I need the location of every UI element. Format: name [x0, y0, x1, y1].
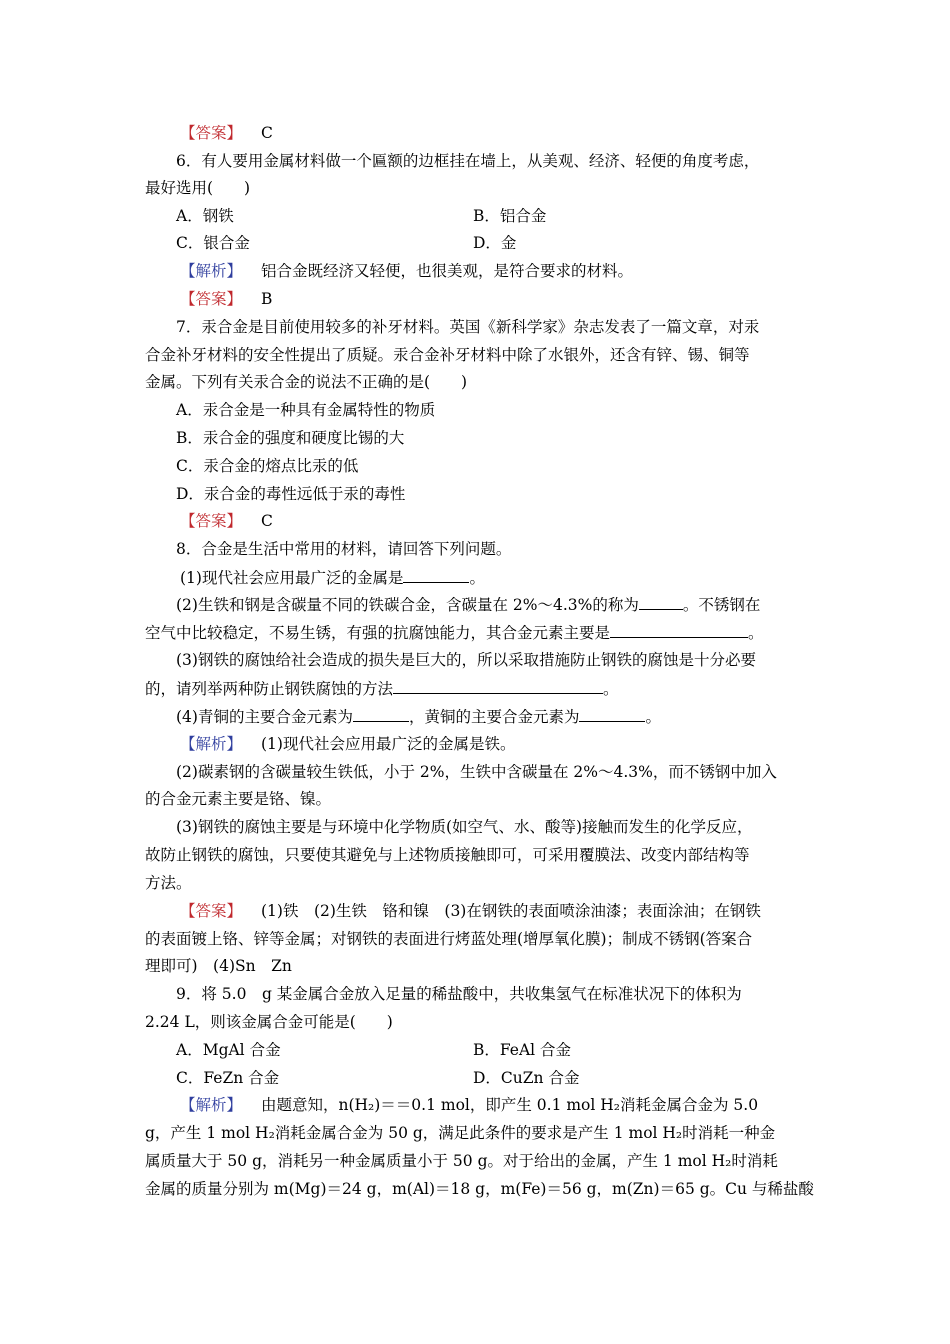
q8-part2-line1: (2)生铁和钢是含碳量不同的铁碳合金，含碳量在 2%～4.3%的称为 。不锈钢在 — [176, 596, 761, 614]
q8-part4: (4)青铜的主要合金元素为 ，黄铜的主要合金元素为 。 — [176, 708, 661, 726]
q8-answer-c: 理即可) (4)Sn Zn — [145, 957, 292, 975]
fill-blank — [353, 706, 409, 722]
answer-tag: 【答案】 — [180, 124, 243, 142]
answer-tag: 【答案】 — [180, 902, 243, 920]
q8-explanation-line1 — [180, 734, 515, 754]
q9-explanation-4: 金属的质量分别为 m(Mg)＝24 g，m(Al)＝18 g，m(Fe)＝56 g，m(Zn)＝65 g。Cu 与稀盐酸 — [145, 1180, 814, 1198]
q8-stem: 8．合金是生活中常用的材料，请回答下列问题。 — [176, 540, 512, 558]
q9-explanation-line1 — [180, 1095, 758, 1115]
q7-stem-line2: 合金补牙材料的安全性提出了质疑。汞合金补牙材料中除了水银外，还含有锌、锡、铜等 — [145, 346, 750, 364]
q6-answer-line — [180, 289, 272, 309]
q6-stem-line2: 最好选用( ) — [145, 179, 251, 197]
q8-explanation-3a: (3)钢铁的腐蚀主要是与环境中化学物质(如空气、水、酸等)接触而发生的化学反应， — [176, 818, 753, 836]
q6-option-b: B．铝合金 — [473, 207, 547, 225]
q5-answer: C — [260, 124, 273, 142]
q9-stem-line1: 9．将 5.0 g 某金属合金放入足量的稀盐酸中，共收集氢气在标准状况下的体积为 — [176, 985, 742, 1003]
q6-option-d: D．金 — [473, 234, 517, 252]
fill-blank — [403, 567, 469, 583]
q6-explanation: 铝合金既经济又轻便，也很美观，是符合要求的材料。 — [260, 262, 633, 280]
fill-blank — [579, 706, 645, 722]
q7-option-a: A．汞合金是一种具有金属特性的物质 — [176, 401, 436, 419]
q7-option-c: C．汞合金的熔点比汞的低 — [176, 457, 359, 475]
q8-part3-line1: (3)钢铁的腐蚀给社会造成的损失是巨大的，所以采取措施防止钢铁的腐蚀是十分必要 — [176, 651, 756, 669]
q6-explanation-line — [180, 261, 633, 281]
q6-option-c: C．银合金 — [176, 234, 250, 252]
q6-answer: B — [260, 290, 273, 308]
q9-explanation-3: 属质量大于 50 g，消耗另一种金属质量小于 50 g。对于给出的金属，产生 1 mol H₂时消耗 — [145, 1152, 778, 1170]
q6-stem-line1: 6．有人要用金属材料做一个匾额的边框挂在墙上，从美观、经济、轻便的角度考虑， — [176, 152, 760, 170]
q7-option-b: B．汞合金的强度和硬度比锡的大 — [176, 429, 405, 447]
answer-tag: 【答案】 — [180, 512, 243, 530]
q9-explanation-1: 由题意知，n(H₂)＝＝0.1 mol，即产生 0.1 mol H₂消耗金属合金为 5.0 — [260, 1096, 759, 1114]
q8-explanation-2b: 的合金元素主要是铬、镍。 — [145, 790, 332, 808]
q7-stem-line3: 金属。下列有关汞合金的说法不正确的是( ) — [145, 373, 468, 391]
q8-explanation-1: (1)现代社会应用最广泛的金属是铁。 — [260, 735, 516, 753]
fill-blank — [393, 678, 603, 694]
answer-tag: 【答案】 — [180, 290, 243, 308]
explanation-tag: 【解析】 — [180, 262, 243, 280]
fill-blank — [639, 594, 683, 610]
q8-answer-a: (1)铁 (2)生铁 铬和镍 (3)在钢铁的表面喷涂油漆；表面涂油；在钢铁 — [260, 902, 761, 920]
q6-option-a: A．钢铁 — [176, 207, 234, 225]
q8-part2-line2: 空气中比较稳定，不易生锈，有强的抗腐蚀能力，其合金元素主要是 。 — [145, 624, 764, 642]
q5-answer-line — [180, 123, 273, 143]
q8-answer-line1 — [180, 901, 761, 921]
q7-answer-line — [180, 511, 273, 531]
q8-answer-b: 的表面镀上铬、锌等金属；对钢铁的表面进行烤蓝处理(增厚氧化膜)；制成不锈钢(答案合 — [145, 930, 753, 948]
q9-explanation-2: g，产生 1 mol H₂消耗金属合金为 50 g，满足此条件的要求是产生 1 mol H₂时消耗一种金 — [145, 1124, 776, 1142]
explanation-tag: 【解析】 — [180, 735, 243, 753]
q9-option-a: A．MgAl 合金 — [176, 1041, 281, 1059]
q9-option-d: D．CuZn 合金 — [473, 1069, 580, 1087]
q9-option-c: C．FeZn 合金 — [176, 1069, 280, 1087]
q9-option-b: B．FeAl 合金 — [473, 1041, 572, 1059]
q7-answer: C — [260, 512, 273, 530]
q7-option-d: D．汞合金的毒性远低于汞的毒性 — [176, 485, 406, 503]
q8-part3-line2: 的，请列举两种防止钢铁腐蚀的方法 。 — [145, 680, 619, 698]
q8-explanation-3c: 方法。 — [145, 874, 192, 892]
q7-stem-line1: 7．汞合金是目前使用较多的补牙材料。英国《新科学家》杂志发表了一篇文章，对汞 — [176, 318, 760, 336]
explanation-tag: 【解析】 — [180, 1096, 243, 1114]
q8-explanation-2a: (2)碳素钢的含碳量较生铁低，小于 2%，生铁中含碳量在 2%～4.3%，而不锈钢中加入 — [176, 763, 777, 781]
fill-blank — [610, 622, 748, 638]
q8-part1: (1)现代社会应用最广泛的金属是 。 — [180, 569, 485, 587]
q9-stem-line2: 2.24 L，则该金属合金可能是( ) — [145, 1013, 393, 1031]
q8-explanation-3b: 故防止钢铁的腐蚀，只要使其避免与上述物质接触即可，可采用覆膜法、改变内部结构等 — [145, 846, 750, 864]
